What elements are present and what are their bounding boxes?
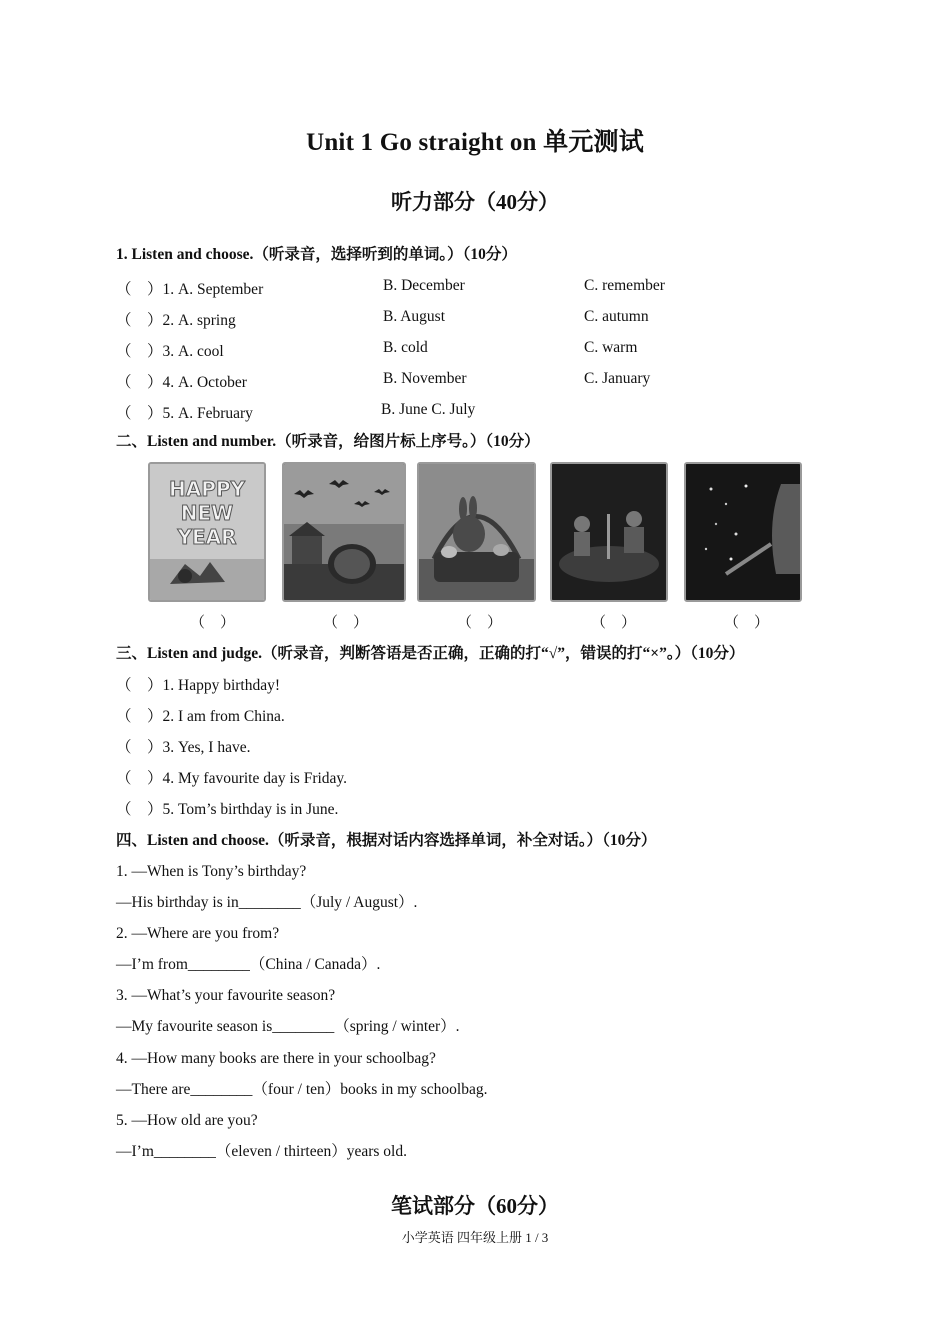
picture-answer-paren: （ ） <box>190 615 236 631</box>
happy-new-year-snow-picture <box>148 462 266 602</box>
dialogue-line: 3. —What’s your favourite season? <box>116 987 336 1004</box>
choice-c: C. remember <box>584 277 665 294</box>
picture-answer-paren: （ ） <box>724 615 770 631</box>
section2-heading: 二、Listen and number.（听录音，给图片标上序号。）（10分） <box>116 433 540 450</box>
picture-answer-paren: （ ） <box>591 615 637 631</box>
page-title: Unit 1 Go straight on 单元测试 <box>306 129 644 156</box>
page-footer: 小学英语 四年级上册 1 / 3 <box>401 1230 549 1245</box>
dialogue-line: 5. —How old are you? <box>116 1112 258 1129</box>
choice-a: （ ）1. A. September <box>116 281 264 298</box>
picture-answer-paren: （ ） <box>457 615 503 631</box>
easter-rabbit-basket-picture <box>417 462 536 602</box>
choice-b: B. December <box>383 277 465 294</box>
choice-b: B. cold <box>383 339 428 356</box>
choice-a: （ ）3. A. cool <box>116 343 224 360</box>
choice-row <box>116 339 836 359</box>
judge-item: （ ）3. Yes, I have. <box>116 739 251 756</box>
picture-strip <box>0 462 950 607</box>
dialogue-line: —There are________（four / ten）books in my schoolbag. <box>116 1081 488 1098</box>
dialogue-line: 1. —When is Tony’s birthday? <box>116 863 307 880</box>
dialogue-line: 4. —How many books are there in your schoolbag? <box>116 1050 436 1067</box>
judge-item: （ ）2. I am from China. <box>116 708 285 725</box>
picture-caption: HAPPY NEW YEAR <box>168 477 246 549</box>
halloween-bats-pumpkin-picture <box>282 462 406 602</box>
judge-item: （ ）1. Happy birthday! <box>116 677 281 694</box>
dialogue-line: —I’m________（eleven / thirteen）years old. <box>116 1143 407 1160</box>
dialogue-line: —My favourite season is________（spring / winter）. <box>116 1018 460 1035</box>
choice-row <box>116 401 836 421</box>
children-planting-tree-picture <box>550 462 668 602</box>
fireworks-night-picture <box>684 462 802 602</box>
choice-a: （ ）4. A. October <box>116 374 247 391</box>
choice-a: （ ）5. A. February <box>116 405 253 422</box>
written-section-header: 笔试部分（60分） <box>391 1194 559 1218</box>
choice-row <box>116 277 836 297</box>
choice-row <box>116 370 836 390</box>
choice-c: C. January <box>584 370 651 387</box>
choice-c: C. warm <box>584 339 638 356</box>
choice-a: （ ）2. A. spring <box>116 312 236 329</box>
judge-item: （ ）5. Tom’s birthday is in June. <box>116 801 339 818</box>
dialogue-line: 2. —Where are you from? <box>116 925 280 942</box>
choice-row <box>116 308 836 328</box>
dialogue-line: —His birthday is in________（July / August）. <box>116 894 418 911</box>
choice-c: C. autumn <box>584 308 649 325</box>
section1-heading: 1. Listen and choose.（听录音，选择听到的单词。）（10分） <box>116 246 517 263</box>
dialogue-line: —I’m from________（China / Canada）. <box>116 956 381 973</box>
judge-item: （ ）4. My favourite day is Friday. <box>116 770 348 787</box>
choice-b: B. August <box>383 308 446 325</box>
picture-answer-paren: （ ） <box>323 615 369 631</box>
listening-section-header: 听力部分（40分） <box>391 190 559 214</box>
section4-heading: 四、Listen and choose.（听录音，根据对话内容选择单词，补全对话。）（10分） <box>116 832 657 849</box>
choice-b: B. June C. July <box>381 401 476 418</box>
section3-heading: 三、Listen and judge.（听录音，判断答语是否正确，正确的打“√”，错误的打“×”。）（10分） <box>116 645 745 662</box>
choice-b: B. November <box>383 370 467 387</box>
